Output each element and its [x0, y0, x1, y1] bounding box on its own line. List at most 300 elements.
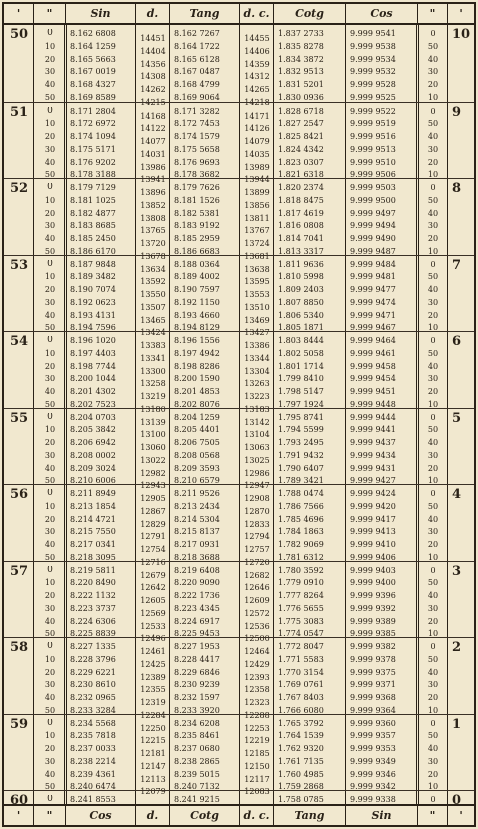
tang-value: 8.234 6208: [174, 718, 220, 728]
seconds-left: 10: [44, 348, 56, 358]
cotg-value: 1.788 0474: [278, 489, 324, 498]
cos-value: 9.999 9474: [350, 297, 396, 307]
tang-difference: 14035: [244, 149, 270, 159]
cos-value: 9.999 9378: [350, 654, 396, 664]
cos-value: 9.999 9497: [350, 208, 396, 218]
cotg-value: 1.769 0761: [278, 680, 324, 690]
cotg-value: 1.809 2403: [278, 285, 324, 294]
seconds-left: 0: [47, 412, 53, 422]
sin-value: 8.202 7523: [70, 399, 116, 409]
cotg-value: 1.776 5655: [278, 603, 324, 613]
tang-value: 8.223 4345: [174, 603, 220, 613]
sin-difference: 14451: [140, 34, 166, 43]
cos-value: 9.999 9396: [350, 591, 396, 600]
sin-value: 8.198 7744: [70, 361, 116, 371]
seconds-left: 40: [44, 157, 56, 167]
seconds-left: 30: [44, 144, 56, 154]
minute-block: [4, 408, 474, 491]
tang-difference: 13344: [244, 353, 270, 363]
cos-value: 9.999 9467: [350, 323, 396, 333]
cos-value: 9.999 9477: [350, 285, 396, 294]
sin-value: 8.187 9848: [70, 259, 116, 269]
table-row: [4, 438, 474, 447]
seconds-right: 0: [430, 336, 436, 345]
tang-value: 8.185 2959: [174, 234, 220, 243]
seconds-right: 50: [427, 41, 439, 51]
seconds-right: 50: [427, 578, 439, 588]
seconds-right: 40: [427, 208, 439, 218]
sin-difference: 12181: [140, 749, 166, 758]
tang-value: 8.186 6683: [174, 246, 220, 256]
sin-difference: 13100: [140, 430, 166, 440]
seconds-right: 10: [427, 782, 439, 792]
tang-value: 8.208 0568: [174, 450, 220, 460]
cotg-value: 1.803 8444: [278, 336, 324, 345]
cos-value: 9.999 9458: [350, 361, 396, 371]
tang-difference: 12682: [244, 570, 270, 580]
cos-value: 9.999 9342: [350, 782, 396, 792]
seconds-left: 10: [44, 119, 56, 129]
tang-difference: 12720: [244, 557, 270, 567]
tang-value: 8.219 6408: [174, 565, 220, 575]
sin-value: 8.205 3842: [70, 425, 116, 435]
tang-difference: 13304: [244, 366, 270, 376]
table-row: [4, 719, 474, 728]
cos-value: 9.999 9461: [350, 348, 396, 358]
sin-difference: 12319: [140, 698, 166, 707]
sin-difference: 12284: [140, 710, 166, 720]
cos-value: 9.999 9389: [350, 616, 396, 626]
cos-value: 9.999 9431: [350, 463, 396, 473]
tang-value: 8.175 5658: [174, 144, 220, 154]
cos-value: 9.999 9525: [350, 92, 396, 102]
table-footer: [4, 804, 474, 825]
cos-value: 9.999 9481: [350, 272, 396, 282]
cotg-value: 1.827 2547: [278, 119, 324, 129]
sin-difference: 13592: [140, 277, 166, 287]
seconds-left: 30: [44, 680, 56, 690]
tang-value: 8.225 9453: [174, 629, 220, 639]
sin-difference: 12461: [140, 647, 166, 656]
seconds-left: 10: [44, 501, 56, 511]
header-col-dc: d. c.: [240, 4, 274, 23]
seconds-right: 10: [427, 170, 439, 180]
header-col-sec-r: ": [418, 4, 448, 23]
sin-value: 8.209 3024: [70, 463, 116, 473]
minute-label-left: 52: [10, 181, 29, 196]
header-col-cotg: Cotg: [274, 4, 346, 23]
seconds-right: 40: [427, 744, 439, 753]
seconds-right: 50: [427, 654, 439, 664]
cotg-value: 1.806 5340: [278, 310, 324, 320]
table-row: [4, 693, 474, 702]
sin-difference: 12250: [140, 723, 166, 733]
seconds-right: 0: [430, 795, 436, 804]
seconds-left: 30: [44, 221, 56, 231]
seconds-right: 10: [427, 552, 439, 562]
seconds-left: 10: [44, 425, 56, 435]
sin-difference: 13300: [140, 366, 166, 376]
tang-difference: 13386: [244, 341, 270, 350]
sin-difference: 13634: [140, 264, 166, 274]
sin-value: 8.237 0033: [70, 744, 116, 753]
tang-value: 8.162 7267: [174, 29, 220, 38]
sin-value: 8.176 9202: [70, 157, 116, 167]
seconds-left: 0: [47, 336, 53, 345]
seconds-right: 0: [430, 259, 436, 269]
seconds-right: 30: [427, 221, 439, 231]
table-row: [4, 80, 474, 89]
sin-difference: 13383: [140, 341, 166, 350]
sin-difference: 13219: [140, 392, 166, 401]
tang-difference: 13811: [244, 213, 270, 223]
seconds-left: 50: [44, 629, 56, 639]
tang-difference: 13263: [244, 379, 270, 389]
cos-value: 9.999 9532: [350, 67, 396, 77]
table-row: [4, 591, 474, 600]
tang-value: 8.229 6846: [174, 667, 220, 677]
minute-block: [4, 102, 474, 185]
cos-value: 9.999 9346: [350, 769, 396, 779]
seconds-left: 0: [47, 183, 53, 192]
cotg-value: 1.831 5201: [278, 80, 324, 89]
seconds-right: 30: [427, 374, 439, 384]
cos-value: 9.999 9500: [350, 195, 396, 205]
tang-difference: 12646: [244, 583, 270, 593]
sin-value: 8.238 2214: [70, 756, 116, 766]
sin-difference: 13465: [140, 315, 166, 325]
seconds-left: 40: [44, 616, 56, 626]
cotg-value: 1.781 6312: [278, 552, 324, 562]
table-row: [4, 617, 474, 626]
seconds-left: 20: [44, 54, 56, 64]
header-col-cos: Cos: [346, 4, 418, 23]
cos-value: 9.999 9534: [350, 54, 396, 64]
cotg-value: 1.784 1863: [278, 527, 324, 537]
tang-difference: 13724: [244, 239, 270, 248]
cotg-value: 1.802 5058: [278, 348, 324, 358]
sin-difference: 12425: [140, 659, 166, 669]
sin-difference: 13507: [140, 302, 166, 312]
tang-value: 8.194 8129: [174, 323, 220, 333]
tang-difference: 12253: [244, 723, 270, 733]
cos-value: 9.999 9513: [350, 144, 396, 154]
sin-value: 8.168 4327: [70, 80, 116, 89]
cotg-value: 1.799 8410: [278, 374, 324, 384]
cotg-value: 1.765 3792: [278, 718, 324, 728]
cos-value: 9.999 9490: [350, 234, 396, 243]
table-row: [4, 374, 474, 383]
minute-label-right: 2: [452, 640, 462, 655]
sin-value: 8.233 3284: [70, 705, 116, 715]
cos-value: 9.999 9400: [350, 578, 396, 588]
seconds-left: 20: [44, 285, 56, 294]
sin-difference: 12496: [140, 634, 166, 644]
cos-value: 9.999 9406: [350, 552, 396, 562]
tang-value: 8.206 7505: [174, 438, 220, 447]
sin-difference: 12569: [140, 608, 166, 618]
seconds-right: 50: [427, 425, 439, 435]
tang-difference: 13899: [244, 188, 270, 197]
sin-value: 8.175 5171: [70, 144, 116, 154]
tang-difference: 13681: [244, 251, 270, 261]
cos-value: 9.999 9392: [350, 603, 396, 613]
footer-col-deg-r: ': [459, 809, 463, 822]
cotg-value: 1.835 8278: [278, 41, 324, 51]
table-row: [4, 221, 474, 230]
seconds-left: 0: [47, 718, 53, 728]
minute-block: [4, 178, 474, 261]
sin-difference: 12642: [140, 583, 166, 593]
minute-label-right: 6: [452, 334, 462, 349]
minute-label-right: 3: [452, 563, 462, 579]
seconds-right: 20: [427, 387, 439, 396]
tang-difference: 13989: [244, 162, 270, 172]
cos-value: 9.999 9371: [350, 680, 396, 690]
minute-block: [4, 561, 474, 644]
cotg-value: 1.832 9513: [278, 67, 324, 77]
sin-value: 8.189 3482: [70, 272, 116, 282]
cotg-value: 1.795 8741: [278, 412, 324, 422]
tang-value: 8.165 6128: [174, 54, 220, 64]
footer-col-dc: d. c.: [240, 806, 274, 825]
cotg-value: 1.816 0808: [278, 221, 324, 231]
tang-difference: 12393: [244, 672, 270, 682]
cotg-value: 1.775 3083: [278, 616, 324, 626]
seconds-right: 50: [427, 272, 439, 282]
tang-value: 8.196 1556: [174, 336, 220, 345]
seconds-left: 0: [47, 489, 53, 498]
table-row: [4, 642, 474, 651]
sin-value: 8.167 0019: [70, 67, 116, 77]
cos-value: 9.999 9541: [350, 29, 396, 38]
tang-value: 8.233 3920: [174, 705, 220, 715]
seconds-left: 30: [44, 67, 56, 77]
sin-difference: 12113: [140, 774, 166, 784]
table-row: [4, 272, 474, 281]
seconds-left: 20: [44, 438, 56, 447]
tang-difference: 12150: [244, 761, 270, 771]
sin-value: 8.241 8553: [70, 795, 116, 804]
minute-label-right: 5: [452, 410, 462, 426]
sin-value: 8.178 3188: [70, 170, 116, 180]
seconds-left: 40: [44, 540, 56, 549]
seconds-left: 30: [44, 374, 56, 384]
cos-value: 9.999 9338: [350, 795, 396, 804]
table-row: [4, 464, 474, 473]
cos-value: 9.999 9413: [350, 527, 396, 537]
seconds-right: 0: [430, 29, 436, 38]
table-row: [4, 655, 474, 664]
minute-label-left: 60: [10, 793, 29, 808]
cotg-value: 1.798 5147: [278, 387, 324, 396]
cotg-value: 1.790 6407: [278, 463, 324, 473]
cos-value: 9.999 9403: [350, 565, 396, 575]
header-col-deg-r: ': [459, 7, 463, 20]
table-body: [4, 25, 474, 808]
table-row: [4, 336, 474, 345]
seconds-right: 20: [427, 310, 439, 320]
seconds-right: 10: [427, 399, 439, 409]
sin-value: 8.218 3095: [70, 552, 116, 562]
cotg-value: 1.789 3421: [278, 476, 324, 486]
sin-difference: 13765: [140, 226, 166, 236]
minute-block: [4, 484, 474, 567]
minute-label-right: 10: [452, 27, 471, 42]
seconds-left: 30: [44, 603, 56, 613]
table-row: [4, 67, 474, 76]
tang-value: 8.174 1579: [174, 132, 220, 141]
sin-difference: 14168: [140, 111, 166, 121]
cotg-value: 1.793 2495: [278, 438, 324, 447]
seconds-left: 20: [44, 514, 56, 524]
sin-value: 8.224 6306: [70, 616, 116, 626]
cos-value: 9.999 9349: [350, 756, 396, 766]
seconds-left: 50: [44, 92, 56, 102]
cos-value: 9.999 9375: [350, 667, 396, 677]
table-row: [4, 260, 474, 269]
tang-difference: 14455: [244, 34, 270, 43]
tang-difference: 13856: [244, 200, 270, 210]
tang-difference: 13025: [244, 455, 270, 465]
tang-value: 8.167 0487: [174, 67, 220, 77]
seconds-left: 50: [44, 476, 56, 486]
table-row: [4, 604, 474, 613]
seconds-right: 0: [430, 642, 436, 651]
sin-difference: 12716: [140, 557, 166, 567]
footer-col-cotg: Tang: [274, 806, 346, 825]
seconds-left: 10: [44, 195, 56, 205]
seconds-right: 0: [430, 106, 436, 116]
minute-label-left: 59: [10, 716, 29, 732]
seconds-left: 10: [44, 41, 56, 51]
minute-label-right: 7: [452, 257, 462, 273]
cos-value: 9.999 9451: [350, 387, 396, 396]
sin-difference: 13808: [140, 213, 166, 223]
seconds-left: 50: [44, 170, 56, 180]
cotg-value: 1.782 9069: [278, 540, 324, 549]
cos-value: 9.999 9448: [350, 399, 396, 409]
tang-difference: 13427: [244, 328, 270, 338]
tang-value: 8.239 5015: [174, 769, 220, 779]
tang-difference: 12464: [244, 647, 270, 656]
seconds-right: 30: [427, 756, 439, 766]
seconds-right: 10: [427, 476, 439, 486]
cotg-value: 1.825 8421: [278, 132, 324, 141]
seconds-left: 0: [47, 642, 53, 651]
tang-value: 8.237 0680: [174, 744, 220, 753]
table-row: [4, 311, 474, 320]
tang-value: 8.213 2434: [174, 501, 220, 511]
cos-value: 9.999 9494: [350, 221, 396, 231]
cos-value: 9.999 9437: [350, 438, 396, 447]
sin-value: 8.204 0703: [70, 412, 116, 422]
cotg-value: 1.794 5599: [278, 425, 324, 435]
table-row: [4, 298, 474, 307]
cos-value: 9.999 9441: [350, 425, 396, 435]
tang-difference: 13638: [244, 264, 270, 274]
seconds-left: 40: [44, 693, 56, 702]
cotg-value: 1.823 0307: [278, 157, 324, 167]
sin-value: 8.193 4131: [70, 310, 116, 320]
table-row: [4, 196, 474, 205]
tang-difference: 13553: [244, 290, 270, 299]
seconds-right: 20: [427, 463, 439, 473]
sin-difference: 12389: [140, 672, 166, 682]
table-row: [4, 42, 474, 51]
seconds-left: 0: [47, 106, 53, 116]
tang-value: 8.202 8076: [174, 399, 220, 409]
cos-value: 9.999 9506: [350, 170, 396, 180]
sin-difference: 12605: [140, 596, 166, 605]
seconds-left: 40: [44, 387, 56, 396]
cos-value: 9.999 9484: [350, 259, 396, 269]
seconds-left: 0: [47, 259, 53, 269]
seconds-left: 50: [44, 552, 56, 562]
tang-value: 8.178 3682: [174, 170, 220, 180]
tang-value: 8.189 4002: [174, 272, 220, 282]
sin-value: 8.211 8949: [70, 489, 116, 498]
seconds-right: 10: [427, 246, 439, 256]
minute-block: [4, 714, 474, 797]
sin-value: 8.172 6972: [70, 119, 116, 129]
tang-difference: 13183: [244, 404, 270, 414]
cotg-value: 1.767 8403: [278, 693, 324, 702]
cotg-value: 1.807 8850: [278, 297, 324, 307]
table-row: [4, 55, 474, 64]
footer-col-tang: Cotg: [170, 806, 240, 825]
minute-label-left: 57: [10, 563, 29, 579]
tang-difference: 12500: [244, 634, 270, 644]
table-row: [4, 234, 474, 243]
table-row: [4, 527, 474, 536]
sin-value: 8.234 5568: [70, 718, 116, 728]
tang-value: 8.215 8137: [174, 527, 220, 537]
sin-difference: 13852: [140, 200, 166, 210]
header-col-sin: Sin: [66, 4, 136, 23]
sin-value: 8.222 1132: [70, 591, 116, 600]
tang-value: 8.217 0931: [174, 540, 220, 549]
sin-difference: 14404: [140, 46, 166, 56]
sin-difference: 12533: [140, 621, 166, 631]
cos-value: 9.999 9410: [350, 540, 396, 549]
tang-value: 8.224 6917: [174, 616, 220, 626]
tang-value: 8.188 0364: [174, 259, 220, 269]
seconds-right: 40: [427, 132, 439, 141]
minute-label-right: 8: [452, 181, 462, 196]
tang-difference: 12219: [244, 736, 270, 746]
cos-value: 9.999 9385: [350, 629, 396, 639]
tang-value: 8.238 2865: [174, 756, 220, 766]
footer-col-deg: ': [4, 806, 34, 825]
cos-value: 9.999 9353: [350, 744, 396, 753]
sin-difference: 13550: [140, 290, 166, 299]
cos-value: 9.999 9538: [350, 41, 396, 51]
cos-value: 9.999 9368: [350, 693, 396, 702]
seconds-left: 10: [44, 731, 56, 741]
cotg-value: 1.797 1924: [278, 399, 324, 409]
seconds-right: 40: [427, 285, 439, 294]
tang-value: 8.228 4417: [174, 654, 220, 664]
tang-difference: 12572: [244, 608, 270, 618]
seconds-left: 40: [44, 80, 56, 89]
seconds-left: 20: [44, 667, 56, 677]
table-row: [4, 489, 474, 498]
table-row: [4, 209, 474, 218]
sin-difference: 14077: [140, 137, 166, 146]
table-row: [4, 578, 474, 587]
seconds-right: 40: [427, 667, 439, 677]
